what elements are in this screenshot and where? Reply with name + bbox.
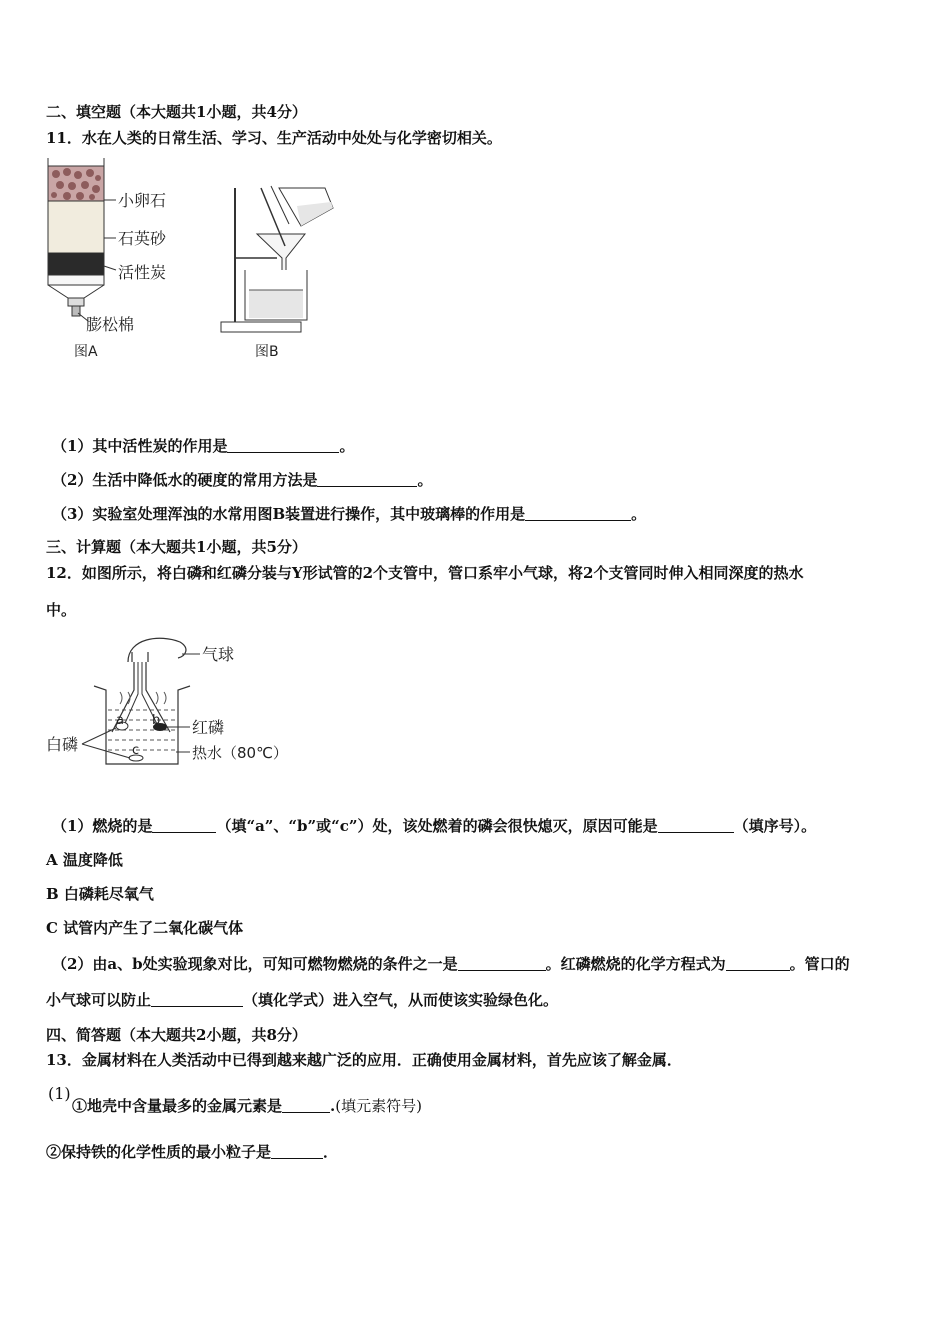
label-cotton: 膨松棉 <box>86 315 135 334</box>
q13-sub-2: ②保持铁的化学性质的最小粒子是 ． <box>46 1143 339 1161</box>
section-heading-calculation: 三、计算题（本大题共1小题，共5分） <box>46 538 307 556</box>
answer-blank-q11-2[interactable] <box>317 470 417 487</box>
answer-blank-q13-2[interactable] <box>271 1142 323 1159</box>
question-12-stem-cont: 中。 <box>46 601 77 619</box>
label-red-phosphorus: 红磷 <box>192 718 225 737</box>
label-activated-carbon: 活性炭 <box>118 263 167 282</box>
label-a: a <box>116 713 124 728</box>
q12-part-1: （1）燃烧的是 （填“a”、“b”或“c”）处，该处燃着的磷会很快熄灭，原因可能是 （填序号）。 <box>52 817 817 835</box>
answer-blank-q13-1[interactable] <box>282 1096 330 1113</box>
q11-part-1: （1）其中活性炭的作用是 。 <box>52 437 355 455</box>
figure-a-water-filter <box>40 158 200 368</box>
question-13-stem: 13．金属材料在人类活动中已得到越来越广泛的应用．正确使用金属材料，首先应该了解金属． <box>46 1051 682 1069</box>
answer-blank-q11-1[interactable] <box>227 436 339 453</box>
question-11-stem: 11．水在人类的日常生活、学习、生产活动中处处与化学密切相关。 <box>46 129 502 147</box>
answer-blank-q12-2b[interactable] <box>726 954 790 971</box>
label-b: b <box>152 713 161 728</box>
q12-part-2-cont: 小气球可以防止 （填化学式）进入空气，从而使该实验绿色化。 <box>46 991 559 1009</box>
label-c: c <box>132 743 140 758</box>
option-c: C 试管内产生了二氧化碳气体 <box>46 919 244 937</box>
answer-blank-q12-2a[interactable] <box>458 954 546 971</box>
label-pebbles: 小卵石 <box>118 191 167 210</box>
q13-part-number: (1) <box>48 1084 71 1103</box>
label-white-phosphorus: 白磷 <box>46 735 79 754</box>
label-balloon: 气球 <box>202 645 235 664</box>
figure-a-caption: 图A <box>74 344 98 360</box>
option-b: B 白磷耗尽氧气 <box>46 885 154 903</box>
answer-blank-q12-1a[interactable] <box>152 816 216 833</box>
q11-part-2: （2）生活中降低水的硬度的常用方法是 。 <box>52 471 433 489</box>
q13-sub-1: ①地壳中含量最多的金属元素是 .(填元素符号) <box>72 1097 422 1115</box>
section-heading-fill-in: 二、填空题（本大题共1小题，共4分） <box>46 103 307 121</box>
figure-y-tube-experiment <box>40 632 300 782</box>
label-hot-water: 热水（80℃） <box>192 744 288 762</box>
label-quartz-sand: 石英砂 <box>118 229 167 248</box>
answer-blank-q11-3[interactable] <box>525 504 631 521</box>
option-a: A 温度降低 <box>46 851 123 869</box>
q12-part-2: （2）由a、b处实验现象对比，可知可燃物燃烧的条件之一是 。红磷燃烧的化学方程式为 。管口的 <box>52 955 850 973</box>
question-12-stem: 12．如图所示，将白磷和红磷分装与Y形试管的2个支管中，管口系牢小气球，将2个支管同时伸入相同深度的热水 <box>46 564 804 582</box>
figure-b-caption: 图B <box>255 344 279 360</box>
figure-b-filtration <box>215 178 375 368</box>
section-heading-short-answer: 四、简答题（本大题共2小题，共8分） <box>46 1026 307 1044</box>
answer-blank-q12-2c[interactable] <box>151 990 243 1007</box>
q11-part-3: （3）实验室处理浑浊的水常用图B装置进行操作，其中玻璃棒的作用是 。 <box>52 505 647 523</box>
answer-blank-q12-1b[interactable] <box>658 816 734 833</box>
